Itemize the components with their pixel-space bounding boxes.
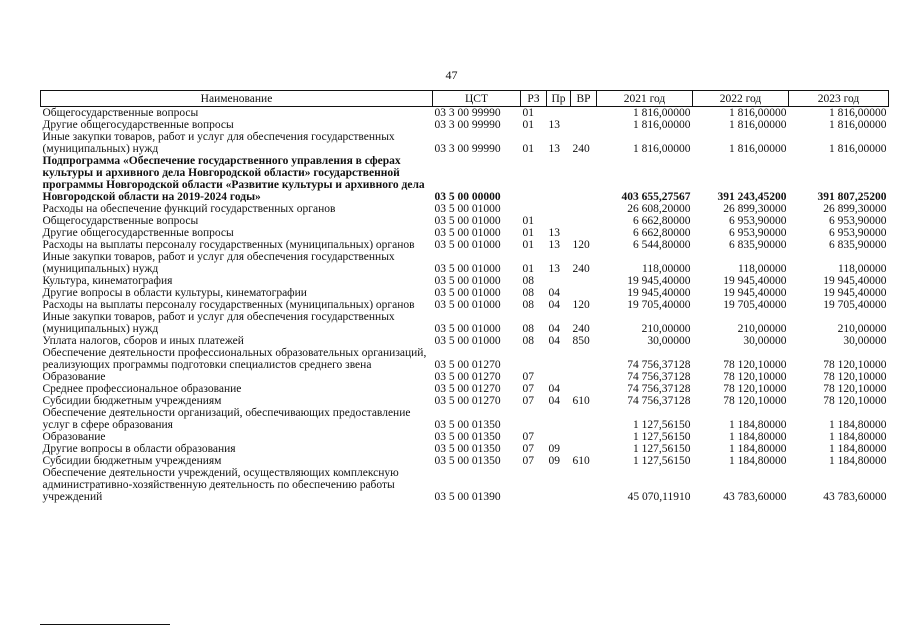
row-pr <box>547 107 571 120</box>
table-row <box>41 155 889 203</box>
row-cst: 03 3 00 99990 <box>434 119 501 131</box>
row-rz: 01 <box>522 143 534 155</box>
row-amount-2023: 1 816,00000 <box>829 143 887 155</box>
row-vr <box>571 467 597 503</box>
row-amount-2022: 1 184,80000 <box>729 419 787 431</box>
row-vr <box>571 275 597 287</box>
row-name: Другие общегосударственные вопросы <box>42 119 234 131</box>
row-cst: 03 5 00 01270 <box>434 395 501 407</box>
row-cst: 03 5 00 01390 <box>434 491 501 503</box>
row-amount-2023: 6 953,90000 <box>829 227 887 239</box>
row-amount-2023: 6 835,90000 <box>829 239 887 251</box>
row-rz <box>521 347 547 371</box>
row-name: Другие вопросы в области культуры, кинематографии <box>42 287 307 299</box>
row-amount-2021: 210,00000 <box>641 323 691 335</box>
row-amount-2022: 1 816,00000 <box>729 119 787 131</box>
row-cst: 03 5 00 01350 <box>434 431 501 443</box>
row-amount-2022: 30,00000 <box>743 335 787 347</box>
row-amount-2021: 74 756,37128 <box>627 371 691 383</box>
row-amount-2022: 26 899,30000 <box>723 203 787 215</box>
row-amount-2023: 30,00000 <box>843 335 887 347</box>
row-vr <box>571 287 597 299</box>
row-pr <box>547 155 571 203</box>
row-vr: 240 <box>572 143 590 155</box>
row-cst: 03 5 00 01000 <box>434 335 501 347</box>
row-cst: 03 5 00 01000 <box>434 287 501 299</box>
row-pr <box>547 215 571 227</box>
row-pr: 04 <box>548 287 560 299</box>
row-vr: 120 <box>572 299 590 311</box>
row-name: Иные закупки товаров, работ и услуг для обеспечения государственных (муниципальных) нужд <box>42 251 395 275</box>
row-name: Среднее профессиональное образование <box>42 383 242 395</box>
table-row <box>41 227 889 239</box>
table-row <box>41 251 889 275</box>
row-rz: 07 <box>522 455 534 467</box>
row-cst: 03 5 00 00000 <box>434 191 501 203</box>
row-rz: 07 <box>522 383 534 395</box>
row-vr: 240 <box>572 263 590 275</box>
row-amount-2023: 1 184,80000 <box>829 419 887 431</box>
row-rz <box>521 155 547 203</box>
row-cst: 03 3 00 99990 <box>434 143 501 155</box>
row-amount-2023: 78 120,10000 <box>823 395 887 407</box>
page-number: 47 <box>445 68 458 82</box>
row-amount-2021: 74 756,37128 <box>627 359 691 371</box>
row-name: Иные закупки товаров, работ и услуг для обеспечения государственных (муниципальных) нужд <box>42 131 395 155</box>
row-amount-2023: 1 816,00000 <box>829 107 887 119</box>
row-amount-2022: 1 184,80000 <box>729 443 787 455</box>
header-pr: Пр <box>547 91 571 107</box>
table-row <box>41 443 889 455</box>
row-pr <box>547 371 571 383</box>
row-amount-2021: 19 945,40000 <box>627 275 691 287</box>
header-name: Наименование <box>41 91 433 107</box>
row-pr: 13 <box>548 239 560 251</box>
header-2023: 2023 год <box>789 91 889 107</box>
row-pr: 09 <box>548 443 560 455</box>
row-cst: 03 5 00 01350 <box>434 455 501 467</box>
row-pr <box>547 275 571 287</box>
row-name: Общегосударственные вопросы <box>42 215 199 227</box>
row-rz: 08 <box>522 275 534 287</box>
row-vr: 120 <box>572 239 590 251</box>
row-amount-2021: 1 127,56150 <box>633 419 691 431</box>
row-vr <box>571 227 597 239</box>
row-pr: 04 <box>548 323 560 335</box>
row-pr: 13 <box>548 227 560 239</box>
row-name: Культура, кинематография <box>42 275 173 287</box>
row-rz: 08 <box>522 323 534 335</box>
row-vr <box>571 119 597 131</box>
row-rz: 01 <box>522 215 534 227</box>
row-rz: 07 <box>522 395 534 407</box>
row-amount-2022: 19 945,40000 <box>723 287 787 299</box>
row-rz <box>521 407 547 431</box>
table-row <box>41 467 889 503</box>
table-header <box>41 91 889 107</box>
row-amount-2021: 1 127,56150 <box>633 455 691 467</box>
row-name: Расходы на выплаты персоналу государственных (муниципальных) органов <box>42 239 415 251</box>
row-name: Расходы на выплаты персоналу государственных (муниципальных) органов <box>42 299 415 311</box>
header-cst: ЦСТ <box>433 91 521 107</box>
row-amount-2021: 74 756,37128 <box>627 383 691 395</box>
row-vr <box>571 383 597 395</box>
row-vr <box>571 431 597 443</box>
row-cst: 03 5 00 01000 <box>434 323 501 335</box>
row-amount-2023: 19 705,40000 <box>823 299 887 311</box>
row-cst: 03 5 00 01000 <box>434 299 501 311</box>
row-amount-2021: 6 662,80000 <box>633 227 691 239</box>
row-name: Обеспечение деятельности организаций, обеспечивающих предоставление услуг в сфере образования <box>42 407 411 431</box>
row-name: Общегосударственные вопросы <box>42 107 199 119</box>
row-amount-2021: 1 816,00000 <box>633 107 691 119</box>
footer-divider <box>40 624 170 625</box>
row-amount-2023: 26 899,30000 <box>823 203 887 215</box>
row-pr <box>547 467 571 503</box>
table-row <box>41 383 889 395</box>
table-row <box>41 275 889 287</box>
row-cst: 03 5 00 01000 <box>434 203 501 215</box>
row-name: Другие вопросы в области образования <box>42 443 236 455</box>
row-vr <box>571 203 597 215</box>
row-pr <box>547 347 571 371</box>
row-vr <box>571 215 597 227</box>
row-amount-2021: 6 662,80000 <box>633 215 691 227</box>
row-amount-2022: 1 816,00000 <box>729 143 787 155</box>
row-amount-2021: 26 608,20000 <box>627 203 691 215</box>
row-pr: 04 <box>548 395 560 407</box>
row-amount-2022: 6 953,90000 <box>729 227 787 239</box>
row-name: Уплата налогов, сборов и иных платежей <box>42 335 244 347</box>
row-amount-2022: 6 953,90000 <box>729 215 787 227</box>
row-vr <box>571 407 597 431</box>
row-amount-2022: 1 184,80000 <box>729 431 787 443</box>
row-amount-2023: 1 816,00000 <box>829 119 887 131</box>
row-amount-2022: 118,00000 <box>738 263 787 275</box>
row-amount-2023: 78 120,10000 <box>823 359 887 371</box>
row-cst: 03 5 00 01350 <box>434 419 501 431</box>
row-name: Субсидии бюджетным учреждениям <box>42 395 222 407</box>
row-cst: 03 3 00 99990 <box>434 107 501 119</box>
header-2021: 2021 год <box>597 91 693 107</box>
row-rz: 08 <box>522 287 534 299</box>
row-amount-2022: 1 184,80000 <box>729 455 787 467</box>
row-amount-2023: 210,00000 <box>837 323 887 335</box>
table-row <box>41 431 889 443</box>
row-rz: 01 <box>522 263 534 275</box>
row-rz: 07 <box>522 431 534 443</box>
row-name: Расходы на обеспечение функций государственных органов <box>42 203 336 215</box>
row-pr <box>547 203 571 215</box>
row-cst: 03 5 00 01270 <box>434 371 501 383</box>
header-vr: ВР <box>571 91 597 107</box>
row-amount-2023: 78 120,10000 <box>823 383 887 395</box>
row-vr <box>571 155 597 203</box>
row-name: Обеспечение деятельности профессиональных образовательных организаций, реализующих программы подготовки специалистов среднего звена <box>42 347 427 371</box>
row-name: Подпрограмма «Обеспечение государственного управления в сферах культуры и архивного дела Новгородской области» государственной программы Новгородской области «Развитие культуры и архивного дела Новгородской области на 2019-2024 годы» <box>42 155 425 203</box>
row-name: Образование <box>42 371 106 383</box>
row-amount-2023: 78 120,10000 <box>823 371 887 383</box>
row-amount-2023: 1 184,80000 <box>829 443 887 455</box>
row-amount-2021: 118,00000 <box>642 263 691 275</box>
row-vr: 850 <box>572 335 590 347</box>
table-row <box>41 203 889 215</box>
header-2022: 2022 год <box>693 91 789 107</box>
row-cst: 03 5 00 01270 <box>434 359 501 371</box>
table-row <box>41 299 889 311</box>
row-amount-2023: 6 953,90000 <box>829 215 887 227</box>
row-amount-2022: 78 120,10000 <box>723 359 787 371</box>
row-amount-2022: 78 120,10000 <box>723 383 787 395</box>
row-amount-2023: 391 807,25200 <box>817 191 887 203</box>
header-rz: РЗ <box>521 91 547 107</box>
table-row <box>41 107 889 120</box>
row-amount-2021: 30,00000 <box>647 335 691 347</box>
row-rz: 01 <box>522 227 534 239</box>
row-rz <box>521 203 547 215</box>
row-amount-2022: 391 243,45200 <box>717 191 787 203</box>
row-name: Образование <box>42 431 106 443</box>
row-pr: 13 <box>548 143 560 155</box>
row-pr: 13 <box>548 263 560 275</box>
row-amount-2023: 19 945,40000 <box>823 287 887 299</box>
table-row <box>41 239 889 251</box>
row-rz: 07 <box>522 443 534 455</box>
row-rz: 01 <box>522 119 534 131</box>
row-pr: 04 <box>548 383 560 395</box>
row-amount-2023: 19 945,40000 <box>823 275 887 287</box>
row-amount-2022: 78 120,10000 <box>723 395 787 407</box>
row-vr <box>571 443 597 455</box>
row-amount-2021: 19 945,40000 <box>627 287 691 299</box>
row-rz: 01 <box>522 107 534 119</box>
budget-table <box>40 90 889 503</box>
table-row <box>41 335 889 347</box>
row-cst: 03 5 00 01000 <box>434 263 501 275</box>
row-amount-2021: 1 816,00000 <box>633 119 691 131</box>
table-row <box>41 311 889 335</box>
row-cst: 03 5 00 01000 <box>434 239 501 251</box>
row-cst: 03 5 00 01000 <box>434 215 501 227</box>
row-name: Другие общегосударственные вопросы <box>42 227 234 239</box>
row-pr <box>547 407 571 431</box>
row-pr: 09 <box>548 455 560 467</box>
row-amount-2021: 1 127,56150 <box>633 443 691 455</box>
row-amount-2023: 118,00000 <box>838 263 887 275</box>
row-amount-2022: 6 835,90000 <box>729 239 787 251</box>
row-vr <box>571 371 597 383</box>
row-amount-2022: 78 120,10000 <box>723 371 787 383</box>
table-row <box>41 407 889 431</box>
row-vr <box>571 107 597 120</box>
table-row <box>41 215 889 227</box>
row-amount-2022: 19 705,40000 <box>723 299 787 311</box>
row-rz: 01 <box>522 239 534 251</box>
row-amount-2021: 403 655,27567 <box>621 191 691 203</box>
table-row <box>41 131 889 155</box>
row-rz: 08 <box>522 299 534 311</box>
row-vr: 610 <box>572 395 590 407</box>
row-amount-2023: 1 184,80000 <box>829 455 887 467</box>
table-row <box>41 347 889 371</box>
row-cst: 03 5 00 01270 <box>434 383 501 395</box>
row-amount-2023: 43 783,60000 <box>823 491 887 503</box>
table-row <box>41 455 889 467</box>
row-cst: 03 5 00 01350 <box>434 443 501 455</box>
row-name: Обеспечение деятельности учреждений, осуществляющих комплексную административно-хозяйственную деятельность по обеспечению работы учреждений <box>42 467 399 503</box>
row-amount-2022: 1 816,00000 <box>729 107 787 119</box>
row-amount-2022: 210,00000 <box>737 323 787 335</box>
table-row <box>41 119 889 131</box>
row-amount-2023: 1 184,80000 <box>829 431 887 443</box>
row-amount-2021: 6 544,80000 <box>633 239 691 251</box>
row-amount-2022: 19 945,40000 <box>723 275 787 287</box>
row-vr: 240 <box>572 323 590 335</box>
row-cst: 03 5 00 01000 <box>434 227 501 239</box>
row-vr <box>571 347 597 371</box>
row-pr: 04 <box>548 299 560 311</box>
row-vr: 610 <box>572 455 590 467</box>
row-amount-2021: 74 756,37128 <box>627 395 691 407</box>
row-amount-2021: 45 070,11910 <box>627 491 691 503</box>
table-body <box>41 107 889 504</box>
row-amount-2021: 1 816,00000 <box>633 143 691 155</box>
row-amount-2021: 1 127,56150 <box>633 431 691 443</box>
table-row <box>41 395 889 407</box>
row-rz <box>521 467 547 503</box>
row-rz: 07 <box>522 371 534 383</box>
row-rz: 08 <box>522 335 534 347</box>
row-pr: 13 <box>548 119 560 131</box>
row-name: Иные закупки товаров, работ и услуг для обеспечения государственных (муниципальных) нужд <box>42 311 395 335</box>
row-name: Субсидии бюджетным учреждениям <box>42 455 222 467</box>
row-amount-2022: 43 783,60000 <box>723 491 787 503</box>
row-cst: 03 5 00 01000 <box>434 275 501 287</box>
table-row <box>41 371 889 383</box>
table-row <box>41 287 889 299</box>
row-pr: 04 <box>548 335 560 347</box>
row-amount-2021: 19 705,40000 <box>627 299 691 311</box>
row-pr <box>547 431 571 443</box>
